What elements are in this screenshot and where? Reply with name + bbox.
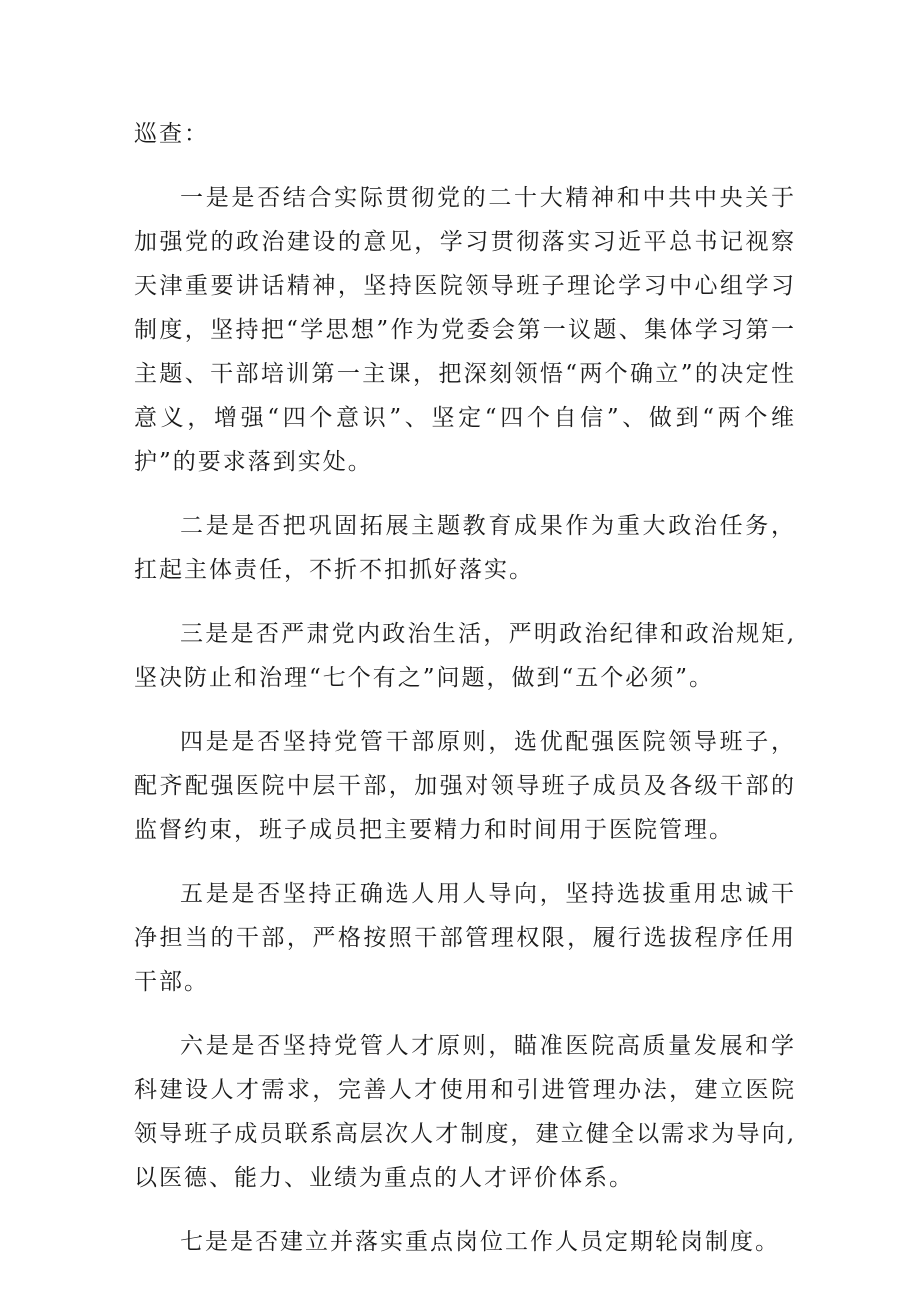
paragraph-item-3: 三是是否严肃党内政治生活，严明政治纪律和政治规矩,坚决防止和治理“七个有之”问题，做到“五个必须”。	[134, 621, 796, 691]
document-body	[134, 112, 796, 1284]
paragraph-item-7: 七是是否建立并落实重点岗位工作人员定期轮岗制度。	[180, 1229, 780, 1255]
paragraph-item-2: 二是是否把巩固拓展主题教育成果作为重大政治任务，扛起主体责任，不折不扣抓好落实。	[134, 513, 796, 583]
paragraph-item-4: 四是是否坚持党管干部原则，选优配强医院领导班子，配齐配强医院中层干部，加强对领导班子成员及各级干部的监督约束，班子成员把主要精力和时间用于医院管理。	[134, 729, 796, 843]
paragraph-item-6: 六是是否坚持党管人才原则，瞄准医院高质量发展和学科建设人才需求，完善人才使用和引进管理办法，建立医院领导班子成员联系高层次人才制度，建立健全以需求为导向,以医德、能力、业绩为重点的人才评价体系。	[134, 1033, 796, 1191]
section-lead: 巡查：	[134, 121, 209, 147]
paragraph-item-1: 一是是否结合实际贯彻党的二十大精神和中共中央关于加强党的政治建设的意见，学习贯彻落实习近平总书记视察天津重要讲话精神，坚持医院领导班子理论学习中心组学习制度，坚持把“学思想”作为党委会第一议题、集体学习第一主题、干部培训第一主课，把深刻领悟“两个确立”的决定性意义，增强“四个意识”、坚定“四个自信”、做到“两个维护”的要求落到实处。	[134, 185, 796, 475]
paragraph-item-5: 五是是否坚持正确选人用人导向，坚持选拔重用忠诚干净担当的干部，严格按照干部管理权限，履行选拔程序任用干部。	[134, 881, 796, 995]
